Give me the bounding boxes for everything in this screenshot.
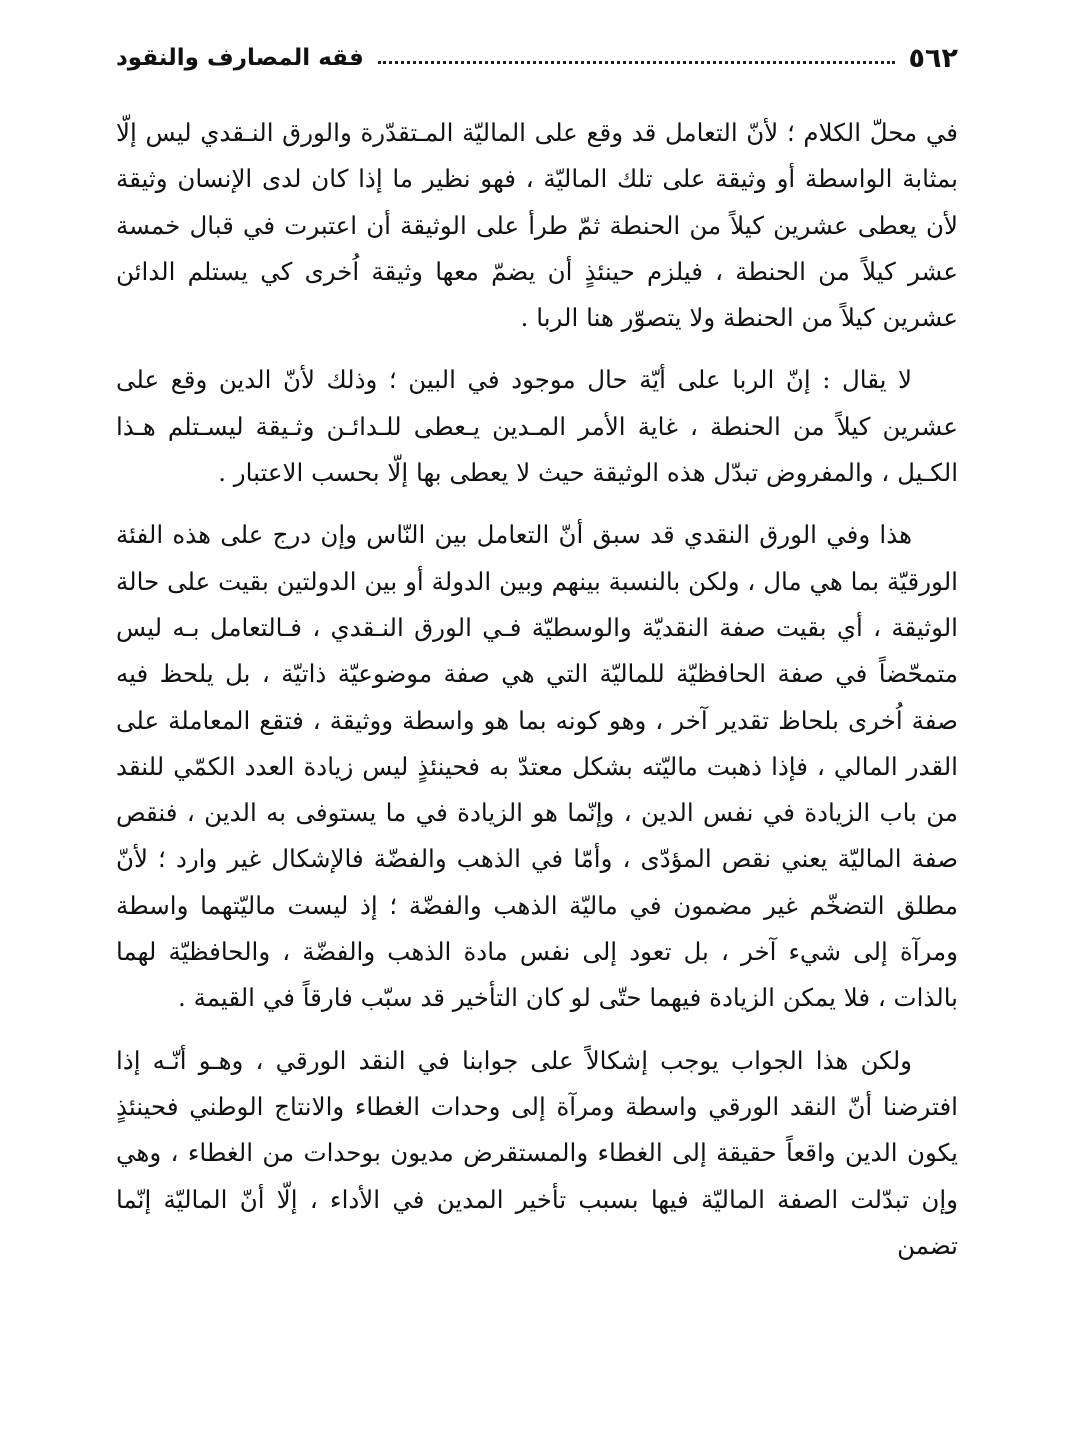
- page-number: ٥٦٢: [908, 42, 958, 74]
- dotted-leader: [378, 61, 895, 64]
- paragraph-1: في محلّ الكلام ؛ لأنّ التعامل قد وقع على الماليّة المـتقدّرة والورق النـقدي ليس إلّا بمثابة الواسطة أو وثيقة على تلك الماليّة ، فهو نظير ما إذا كان لدى الإنسان وثيقة لأن يعطى عشرين كيلاً من الحنطة ثمّ طرأ على الوثيقة أن اعتبرت في قبال خمسة عشر كيلاً من الحنطة ، فيلزم حينئذٍ أن يضمّ معها وثيقة اُخرى كي يستلم الدائن عشرين كيلاً من الحنطة ولا يتصوّر هنا الربا .: [116, 118, 958, 333]
- paragraph-3: هذا وفي الورق النقدي قد سبق أنّ التعامل بين النّاس وإن درج على هذه الفئة الورقيّة بما هي مال ، ولكن بالنسبة بينهم وبين الدولة أو بين الدولتين بقيت على حالة الوثيقة ، أي بقيت صفة النقديّة والوسطيّة فـي الورق النـقدي ، فـالتعامل بـه ليس متمحّضاً في صفة الحافظيّة للماليّة التي هي صفة موضوعيّة ذاتيّة ، بل يلحظ فيه صفة اُخرى بلحاظ تقدير آخر ، وهو كونه بما هو واسطة ووثيقة ، فتقع المعاملة على القدر المالي ، فإذا ذهبت ماليّته بشكل معتدّ به فحينئذٍ ليس زيادة العدد الكمّي للنقد من باب الزيادة في نفس الدين ، وإنّما هو الزيادة في ما يستوفى به الدين ، فنقص صفة الماليّة يعني نقص المؤدّى ، وأمّا في الذهب والفضّة فالإشكال غير وارد ؛ لأنّ مطلق التضخّم غير مضمون في ماليّة الذهب والفضّة ؛ إذ ليست ماليّتهما واسطة ومرآة إلى شيء آخر ، بل تعود إلى نفس مادة الذهب والفضّة ، والحافظيّة لهما بالذات ، فلا يمكن الزيادة فيهما حتّى لو كان التأخير قد سبّب فارقاً في القيمة .: [116, 520, 958, 1013]
- running-title: فقه المصارف والنقود: [116, 45, 364, 71]
- page-header: [116, 38, 958, 78]
- paragraph-4: ولكن هذا الجواب يوجب إشكالاً على جوابنا في النقد الورقي ، وهـو أنّـه إذا افترضنا أنّ النقد الورقي واسطة ومرآة إلى وحدات الغطاء والانتاج الوطني فحينئذٍ يكون الدين واقعاً حقيقة إلى الغطاء والمستقرض مديون بوحدات من الغطاء ، وهي وإن تبدّلت الصفة الماليّة فيها بسبب تأخير المدين في الأداء ، إلّا أنّ الماليّة إنّما تضمن: [116, 1045, 958, 1260]
- page-body: [116, 110, 958, 1285]
- paragraph-2: لا يقال : إنّ الربا على أيّة حال موجود في البين ؛ وذلك لأنّ الدين وقع على عشرين كيلاً من الحنطة ، غاية الأمر المـدين يـعطى للـدائـن وثـيقة ليسـتلم هـذا الكـيل ، والمفروض تبدّل هذه الوثيقة حيث لا يعطى بها إلّا بحسب الاعتبار .: [116, 365, 958, 488]
